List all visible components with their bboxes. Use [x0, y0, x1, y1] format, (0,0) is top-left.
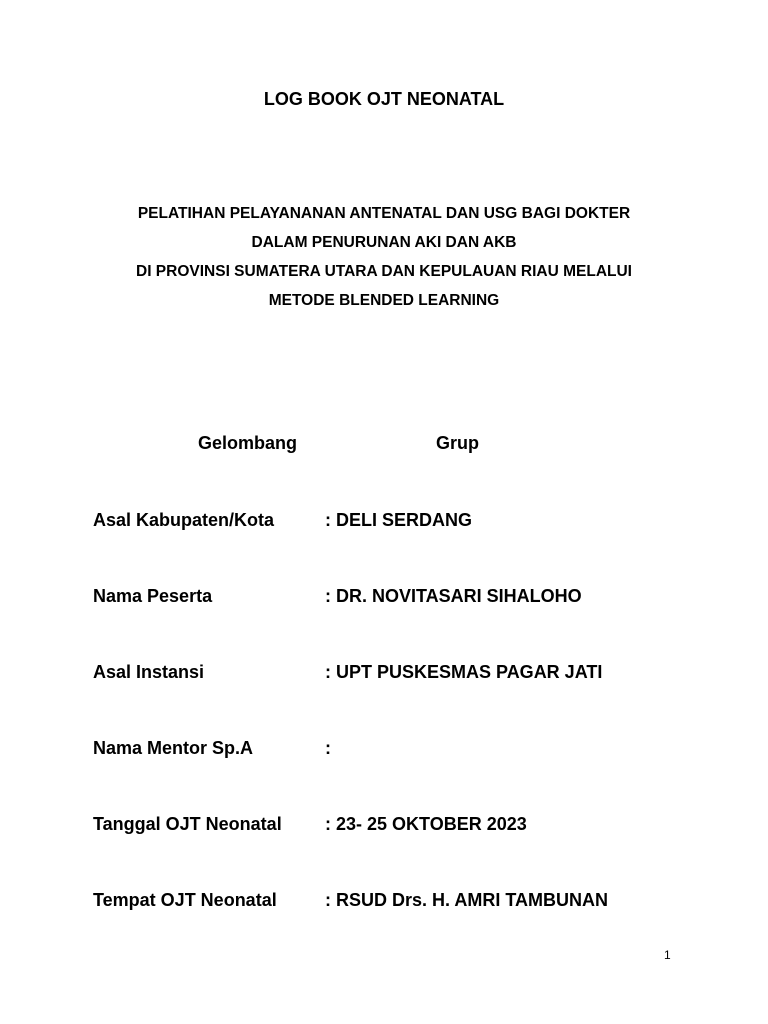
field-value: : DR. NOVITASARI SIHALOHO — [325, 586, 582, 606]
field-value: : RSUD Drs. H. AMRI TAMBUNAN — [325, 890, 608, 910]
field-nama-mentor — [93, 736, 713, 760]
subtitle-line: DALAM PENURUNAN AKI DAN AKB — [251, 234, 517, 251]
field-label: Asal Instansi — [93, 662, 205, 682]
page-number: 1 — [664, 948, 671, 962]
field-label: Asal Kabupaten/Kota — [93, 510, 275, 530]
document-title: LOG BOOK OJT NEONATAL — [263, 89, 505, 109]
field-label: Nama Peserta — [93, 586, 213, 606]
field-value: : — [325, 738, 331, 758]
field-value: : DELI SERDANG — [325, 510, 473, 530]
field-label: Tempat OJT Neonatal — [93, 890, 277, 910]
training-subtitle — [60, 199, 708, 315]
field-asal-instansi — [93, 660, 713, 684]
field-tempat-ojt — [93, 888, 713, 912]
field-tanggal-ojt — [93, 812, 713, 836]
field-value: : 23- 25 OKTOBER 2023 — [325, 814, 527, 834]
grup-label: Grup — [436, 433, 479, 453]
field-asal-kabupaten — [93, 508, 713, 532]
field-value: : UPT PUSKESMAS PAGAR JATI — [325, 662, 603, 682]
field-nama-peserta — [93, 584, 713, 608]
field-label: Nama Mentor Sp.A — [93, 738, 254, 758]
subtitle-line: PELATIHAN PELAYANANAN ANTENATAL DAN USG BAGI DOKTER — [137, 205, 631, 222]
field-label: Tanggal OJT Neonatal — [93, 814, 282, 834]
subtitle-line: METODE BLENDED LEARNING — [268, 292, 500, 309]
subtitle-line: DI PROVINSI SUMATERA UTARA DAN KEPULAUAN RIAU MELALUI — [136, 263, 632, 280]
gelombang-label: Gelombang — [198, 433, 298, 453]
